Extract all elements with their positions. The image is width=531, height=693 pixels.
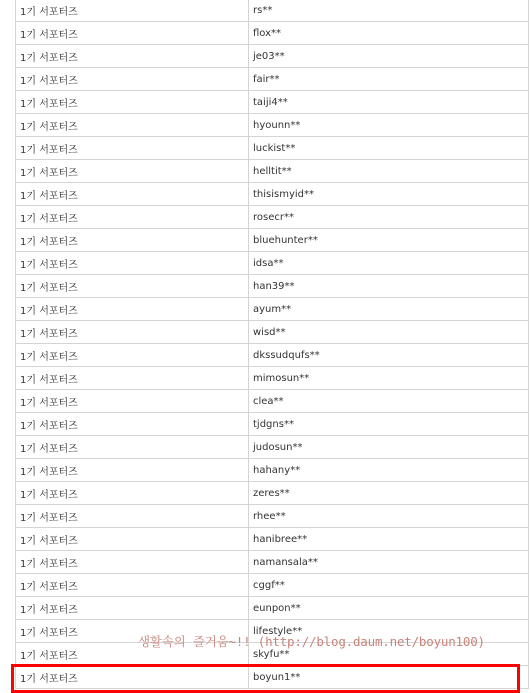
supporter-group-cell: 1기 서포터즈 <box>16 91 249 114</box>
supporter-group-cell: 1기 서포터즈 <box>16 390 249 413</box>
supporter-group-cell: 1기 서포터즈 <box>16 482 249 505</box>
table-row <box>16 344 529 367</box>
supporter-id-cell: thisismyid** <box>249 183 529 206</box>
table-row <box>16 22 529 45</box>
table-row <box>16 390 529 413</box>
table-row <box>16 91 529 114</box>
supporter-id-cell: rs** <box>249 0 529 22</box>
supporter-group-cell: 1기 서포터즈 <box>16 620 249 643</box>
supporter-id-cell: helltit** <box>249 160 529 183</box>
supporter-id-cell: luckist** <box>249 137 529 160</box>
supporter-id-cell: rosecr** <box>249 206 529 229</box>
supporter-id-cell: tjdgns** <box>249 413 529 436</box>
supporter-group-cell: 1기 서포터즈 <box>16 68 249 91</box>
supporter-id-cell: hyounn** <box>249 114 529 137</box>
supporter-id-cell: wisd** <box>249 321 529 344</box>
table-row <box>16 528 529 551</box>
supporters-table <box>15 0 529 689</box>
blog-watermark: 생활속의 즐거움~!! (http://blog.daum.net/boyun100) <box>138 634 485 649</box>
supporter-id-cell: judosun** <box>249 436 529 459</box>
table-row <box>16 459 529 482</box>
table-row <box>16 183 529 206</box>
supporter-group-cell: 1기 서포터즈 <box>16 597 249 620</box>
supporter-group-cell: 1기 서포터즈 <box>16 137 249 160</box>
supporter-id-cell: eunpon** <box>249 597 529 620</box>
highlight-box <box>11 664 520 693</box>
supporter-group-cell: 1기 서포터즈 <box>16 436 249 459</box>
supporter-id-cell: fair** <box>249 68 529 91</box>
supporter-id-cell: idsa** <box>249 252 529 275</box>
supporter-group-cell: 1기 서포터즈 <box>16 344 249 367</box>
supporter-group-cell: 1기 서포터즈 <box>16 551 249 574</box>
supporter-id-cell: je03** <box>249 45 529 68</box>
supporter-group-cell: 1기 서포터즈 <box>16 45 249 68</box>
supporter-group-cell: 1기 서포터즈 <box>16 298 249 321</box>
table-row <box>16 436 529 459</box>
supporter-group-cell: 1기 서포터즈 <box>16 114 249 137</box>
supporter-group-cell: 1기 서포터즈 <box>16 183 249 206</box>
table-row <box>16 597 529 620</box>
supporter-group-cell: 1기 서포터즈 <box>16 505 249 528</box>
supporter-id-cell: taiji4** <box>249 91 529 114</box>
supporter-id-cell: clea** <box>249 390 529 413</box>
table-row <box>16 574 529 597</box>
supporter-id-cell: zeres** <box>249 482 529 505</box>
supporter-group-cell: 1기 서포터즈 <box>16 666 249 689</box>
table-row <box>16 137 529 160</box>
table-row <box>16 321 529 344</box>
supporter-id-cell: han39** <box>249 275 529 298</box>
supporter-group-cell: 1기 서포터즈 <box>16 413 249 436</box>
table-row <box>16 482 529 505</box>
supporter-id-cell: ayum** <box>249 298 529 321</box>
supporter-id-cell: dkssudqufs** <box>249 344 529 367</box>
supporter-id-cell: cggf** <box>249 574 529 597</box>
table-row <box>16 160 529 183</box>
table-row <box>16 505 529 528</box>
supporter-group-cell: 1기 서포터즈 <box>16 528 249 551</box>
supporter-id-cell: namansala** <box>249 551 529 574</box>
table-row <box>16 206 529 229</box>
supporter-id-cell: lifestyle** <box>249 620 529 643</box>
supporter-group-cell: 1기 서포터즈 <box>16 321 249 344</box>
table-row <box>16 367 529 390</box>
supporter-id-cell: rhee** <box>249 505 529 528</box>
table-row <box>16 551 529 574</box>
supporter-group-cell: 1기 서포터즈 <box>16 252 249 275</box>
supporters-table-body <box>16 0 529 689</box>
table-row <box>16 413 529 436</box>
supporters-table-container <box>15 0 529 689</box>
supporter-group-cell: 1기 서포터즈 <box>16 459 249 482</box>
table-row <box>16 252 529 275</box>
supporter-group-cell: 1기 서포터즈 <box>16 0 249 22</box>
table-row <box>16 275 529 298</box>
supporter-group-cell: 1기 서포터즈 <box>16 206 249 229</box>
supporter-id-cell: flox** <box>249 22 529 45</box>
table-row <box>16 114 529 137</box>
supporter-id-cell: mimosun** <box>249 367 529 390</box>
table-row <box>16 0 529 22</box>
supporter-id-cell: bluehunter** <box>249 229 529 252</box>
table-row <box>16 68 529 91</box>
table-row <box>16 45 529 68</box>
supporter-id-cell: skyfu** <box>249 643 529 666</box>
supporter-group-cell: 1기 서포터즈 <box>16 367 249 390</box>
supporter-group-cell: 1기 서포터즈 <box>16 22 249 45</box>
supporter-id-cell: hahany** <box>249 459 529 482</box>
supporter-group-cell: 1기 서포터즈 <box>16 229 249 252</box>
supporter-group-cell: 1기 서포터즈 <box>16 574 249 597</box>
supporter-group-cell: 1기 서포터즈 <box>16 643 249 666</box>
table-row <box>16 298 529 321</box>
supporter-id-cell: hanibree** <box>249 528 529 551</box>
supporter-id-cell: boyun1** <box>249 666 529 689</box>
supporter-group-cell: 1기 서포터즈 <box>16 275 249 298</box>
table-row <box>16 229 529 252</box>
supporter-group-cell: 1기 서포터즈 <box>16 160 249 183</box>
